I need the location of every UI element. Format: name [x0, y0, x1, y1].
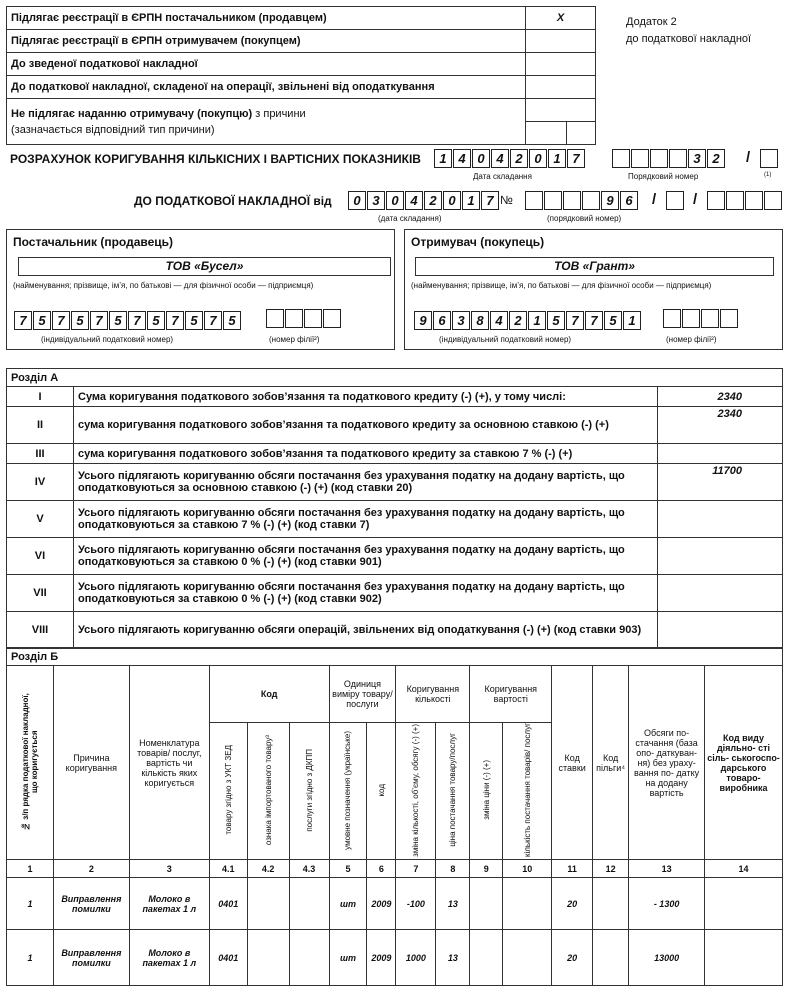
appendix-line2: до податкової накладної — [626, 33, 752, 45]
cell-reason[interactable]: Виправлення помилки — [53, 878, 129, 930]
cell-cost-change[interactable] — [470, 878, 503, 930]
cell-benefit[interactable] — [593, 930, 629, 986]
col-number: 10 — [503, 860, 552, 878]
invoice-date-boxes[interactable] — [348, 191, 500, 210]
invoice-title: ДО ПОДАТКОВОЇ НАКЛАДНОЇ від — [134, 194, 332, 208]
section-a-row — [7, 538, 783, 575]
slash-separator: / — [652, 191, 657, 208]
digit-box: 1 — [623, 311, 641, 330]
reg-mark[interactable] — [526, 76, 596, 99]
reg-row-buyer — [7, 30, 596, 53]
row-value[interactable]: 2340 — [658, 387, 783, 407]
no-issue-note: (зазначається відповідний тип причини) — [11, 123, 215, 136]
header-nomenclature: Номенклатура товарів/ послуг, вартість чи кількість яких коригується — [129, 666, 209, 860]
header-unit-code: код — [367, 723, 396, 860]
cell-nomenclature[interactable]: Молоко в пакетах 1 л — [129, 930, 209, 986]
cell-rate[interactable]: 20 — [552, 930, 593, 986]
col-number: 5 — [329, 860, 367, 878]
invoice-number-boxes[interactable] — [525, 191, 639, 210]
invoice-extra-boxes[interactable] — [707, 191, 783, 210]
section-b-title: Розділ Б — [7, 648, 783, 666]
row-description: сума коригування податкового зобов’язання та податкового кредиту за основною ставкою (-) (+) — [74, 407, 658, 444]
header-code: Код — [209, 666, 329, 723]
calc-date-caption: Дата складання — [473, 172, 532, 181]
section-a-title-row — [7, 369, 783, 387]
column-numbers-row — [7, 860, 783, 878]
cell-cost-qty[interactable] — [503, 930, 552, 986]
section-a-row — [7, 501, 783, 538]
cell-uktzed[interactable]: 0401 — [209, 930, 247, 986]
invoice-no-sign: № — [500, 193, 513, 207]
cell-qty-change[interactable]: 1000 — [396, 930, 436, 986]
section-a-title: Розділ А — [7, 369, 783, 387]
col-number: 4.1 — [209, 860, 247, 878]
seller-name[interactable]: ТОВ «Бусел» — [18, 257, 391, 276]
digit-box: 8 — [471, 311, 489, 330]
header-qty-change: зміна кількості, об’єму, обсягу (-) (+) — [396, 723, 436, 860]
digit-box: 5 — [185, 311, 203, 330]
section-b-table — [6, 647, 783, 986]
cell-activity[interactable] — [705, 878, 783, 930]
header-benefit: Код пільги⁴ — [593, 666, 629, 860]
cell-nomenclature[interactable]: Молоко в пакетах 1 л — [129, 878, 209, 930]
section-a-row — [7, 444, 783, 464]
col-number: 4.2 — [247, 860, 289, 878]
cell-uktzed[interactable]: 0401 — [209, 878, 247, 930]
digit-box: 0 — [348, 191, 366, 210]
calc-order-suffix-box[interactable] — [760, 149, 779, 168]
cell-reason[interactable]: Виправлення помилки — [53, 930, 129, 986]
row-number: VI — [7, 538, 74, 575]
seller-branch-caption: (номер філії²) — [269, 335, 320, 344]
cell-unit[interactable]: шт — [329, 930, 367, 986]
digit-box: 6 — [433, 311, 451, 330]
cell-qty-change[interactable]: -100 — [396, 878, 436, 930]
no-issue-suffix: з причини — [252, 107, 306, 120]
no-issue-cell — [7, 99, 526, 145]
row-description: Усього підлягають коригуванню обсяги постачання без урахування податку на додану вартість, що оподатковуються за основною ставкою (-) (+) (код ставки 20) — [74, 464, 658, 501]
row-number: V — [7, 501, 74, 538]
digit-box — [525, 191, 543, 210]
col-number: 1 — [7, 860, 54, 878]
digit-box: 1 — [462, 191, 480, 210]
seller-tax-caption: (індивідуальний податковий номер) — [41, 335, 174, 344]
digit-box: 1 — [548, 149, 566, 168]
digit-box: 9 — [414, 311, 432, 330]
digit-box — [582, 191, 600, 210]
section-a-row — [7, 612, 783, 649]
row-description: сума коригування податкового зобов’язання та податкового кредиту за ставкою 7 % (-) (+) — [74, 444, 658, 464]
row-number: II — [7, 407, 74, 444]
section-a-row — [7, 407, 783, 444]
section-b-title-row — [7, 648, 783, 666]
header-cost-change: зміна ціни (-) (+) — [470, 723, 503, 860]
row-number: III — [7, 444, 74, 464]
seller-panel — [6, 229, 395, 350]
header-qty: Коригування кількості — [396, 666, 470, 723]
header-unit: Одиниця виміру товару/ послуги — [329, 666, 396, 723]
slash-separator: / — [746, 149, 751, 166]
section-b-header-row — [7, 666, 783, 723]
digit-box: 7 — [90, 311, 108, 330]
header-qty-price: ціна постачання товару/послуг — [436, 723, 470, 860]
col-number: 12 — [593, 860, 629, 878]
reg-row-exempt — [7, 76, 596, 99]
row-value[interactable] — [658, 612, 783, 649]
digit-box: 4 — [490, 311, 508, 330]
invoice-number-caption: (порядковий номер) — [547, 214, 622, 223]
digit-box: 7 — [128, 311, 146, 330]
cell-volume[interactable]: 13000 — [629, 930, 705, 986]
digit-box: 6 — [620, 191, 638, 210]
header-unit-name: умовне позначення (українське) — [329, 723, 367, 860]
reg-label: До податкової накладної, складеної на операції, звільнені від оподаткування — [7, 76, 526, 99]
section-a-row — [7, 464, 783, 501]
row-description: Усього підлягають коригуванню обсяги постачання без урахування податку на додану вартість, що оподатковуються за ставкою 7 % (-) (+) (код ставки 7) — [74, 501, 658, 538]
buyer-name-caption: (найменування; прізвище, ім’я, по батькові — для фізичної особи — підприємця) — [411, 281, 712, 290]
digit-box: 4 — [453, 149, 471, 168]
col-number: 7 — [396, 860, 436, 878]
digit-box: 2 — [707, 149, 725, 168]
header-row-num: № з/п рядка податкової накладної, що коригується — [7, 666, 54, 860]
col-number: 8 — [436, 860, 470, 878]
digit-box: 5 — [223, 311, 241, 330]
buyer-heading: Отримувач (покупець) — [411, 235, 545, 249]
digit-box — [612, 149, 630, 168]
col-number: 6 — [367, 860, 396, 878]
calc-order-boxes[interactable] — [612, 149, 726, 168]
digit-box: 7 — [166, 311, 184, 330]
digit-box: 2 — [424, 191, 442, 210]
cell-import[interactable] — [247, 930, 289, 986]
cell-row-num[interactable]: 1 — [7, 930, 54, 986]
cell-unit-code[interactable]: 2009 — [367, 930, 396, 986]
seller-name-caption: (найменування; прізвище, ім’я, по батькові — для фізичної особи — підприємця) — [13, 281, 314, 290]
calc-footnote: (1) — [764, 172, 772, 178]
col-number: 14 — [705, 860, 783, 878]
row-description: Усього підлягають коригуванню обсяги постачання без урахування податку на додану вартість, що оподатковуються за ставкою 0 % (-) (+) (код ставки 901) — [74, 538, 658, 575]
section-a-row — [7, 387, 783, 407]
row-description: Усього підлягають коригуванню обсяги постачання без урахування податку на додану вартість, що оподатковуються за ставкою 0 % (-) (+) (код ставки 902) — [74, 575, 658, 612]
digit-box — [631, 149, 649, 168]
col-number: 9 — [470, 860, 503, 878]
calc-title: РОЗРАХУНОК КОРИГУВАННЯ КІЛЬКІСНИХ І ВАРТІСНИХ ПОКАЗНИКІВ — [10, 152, 421, 166]
digit-box: 5 — [109, 311, 127, 330]
digit-box: 7 — [14, 311, 32, 330]
reg-mark[interactable] — [526, 30, 596, 53]
col-number: 4.3 — [289, 860, 329, 878]
digit-box: 4 — [491, 149, 509, 168]
cell-qty-price[interactable]: 13 — [436, 878, 470, 930]
digit-box: 5 — [547, 311, 565, 330]
digit-box: 7 — [481, 191, 499, 210]
header-code-uktzed: товару згідно з УКТ ЗЕД — [209, 723, 247, 860]
cell-qty-price[interactable]: 13 — [436, 930, 470, 986]
row-value[interactable] — [658, 444, 783, 464]
digit-box: 0 — [443, 191, 461, 210]
digit-box: 1 — [528, 311, 546, 330]
header-volume: Обсяги по- стачання (база опо- даткуван- ня) без ураху- вання по- датку на додану вартість — [629, 666, 705, 860]
cell-import[interactable] — [247, 878, 289, 930]
reg-mark[interactable] — [526, 53, 596, 76]
reg-row-no-issue — [7, 99, 596, 145]
table-row — [7, 930, 783, 986]
digit-box: 3 — [367, 191, 385, 210]
header-code-dkpp: послуги згідно з ДКПП — [289, 723, 329, 860]
header-activity: Код виду діяльно- сті сіль- ськогоспо- дарського товаро- виробника — [705, 666, 783, 860]
digit-box — [650, 149, 668, 168]
seller-heading: Постачальник (продавець) — [13, 235, 174, 249]
cell-row-num[interactable]: 1 — [7, 878, 54, 930]
cell-volume[interactable]: - 1300 — [629, 878, 705, 930]
table-row — [7, 878, 783, 930]
reg-label: До зведеної податкової накладної — [7, 53, 526, 76]
reg-label: Підлягає реєстрації в ЄРПН постачальником (продавцем) — [7, 7, 526, 30]
digit-box: 3 — [688, 149, 706, 168]
slash-separator: / — [693, 191, 698, 208]
cell-cost-change[interactable] — [470, 930, 503, 986]
digit-box — [544, 191, 562, 210]
reg-mark[interactable]: X — [526, 7, 596, 30]
buyer-panel — [404, 229, 783, 350]
header-cost-qty: кількість постачання товарів/ послуг — [503, 723, 552, 860]
reg-row-consolidated — [7, 53, 596, 76]
digit-box: 7 — [585, 311, 603, 330]
buyer-name[interactable]: ТОВ «Грант» — [415, 257, 774, 276]
section-a-row — [7, 575, 783, 612]
digit-box: 2 — [509, 311, 527, 330]
digit-box: 3 — [452, 311, 470, 330]
seller-tax-boxes[interactable] — [14, 311, 242, 330]
buyer-tax-boxes[interactable] — [414, 311, 642, 330]
row-value[interactable]: 11700 — [658, 464, 783, 501]
invoice-date-caption: (дата складання) — [378, 214, 442, 223]
digit-box: 5 — [33, 311, 51, 330]
digit-box: 5 — [71, 311, 89, 330]
digit-box: 7 — [566, 311, 584, 330]
no-issue-reason-cell[interactable] — [526, 99, 596, 145]
cell-cost-qty[interactable] — [503, 878, 552, 930]
col-number: 13 — [629, 860, 705, 878]
cell-dkpp[interactable] — [289, 930, 329, 986]
section-a-table — [6, 368, 783, 649]
digit-box: 2 — [510, 149, 528, 168]
digit-box — [563, 191, 581, 210]
digit-box: 5 — [147, 311, 165, 330]
row-number: VII — [7, 575, 74, 612]
cell-benefit[interactable] — [593, 878, 629, 930]
registration-table — [6, 6, 596, 145]
row-number: VIII — [7, 612, 74, 649]
digit-box: 0 — [529, 149, 547, 168]
cell-dkpp[interactable] — [289, 878, 329, 930]
calc-date-boxes[interactable] — [434, 149, 586, 168]
col-number: 11 — [552, 860, 593, 878]
cell-rate[interactable]: 20 — [552, 878, 593, 930]
digit-box: 7 — [52, 311, 70, 330]
no-issue-label: Не підлягає наданню отримувачу (покупцю) — [11, 107, 253, 120]
digit-box: 7 — [567, 149, 585, 168]
row-number: I — [7, 387, 74, 407]
header-cost: Коригування вартості — [470, 666, 552, 723]
col-number: 2 — [53, 860, 129, 878]
buyer-branch-boxes[interactable] — [663, 309, 739, 328]
digit-box: 4 — [405, 191, 423, 210]
cell-unit-code[interactable]: 2009 — [367, 878, 396, 930]
row-value[interactable] — [658, 501, 783, 538]
cell-activity[interactable] — [705, 930, 783, 986]
digit-box: 9 — [601, 191, 619, 210]
digit-box: 7 — [204, 311, 222, 330]
digit-box: 0 — [386, 191, 404, 210]
reg-label: Підлягає реєстрації в ЄРПН отримувачем (покупцем) — [7, 30, 526, 53]
digit-box — [669, 149, 687, 168]
calc-order-caption: Порядковий номер — [628, 172, 699, 181]
digit-box: 1 — [434, 149, 452, 168]
appendix-note — [626, 14, 751, 48]
row-value[interactable] — [658, 538, 783, 575]
row-description: Усього підлягають коригуванню обсяги операцій, звільнених від оподаткування (-) (+) (код ставки 903) — [74, 612, 658, 649]
seller-branch-boxes[interactable] — [266, 309, 342, 328]
appendix-line1: Додаток 2 — [626, 16, 677, 28]
digit-box: 5 — [604, 311, 622, 330]
digit-box: 0 — [472, 149, 490, 168]
buyer-tax-caption: (індивідуальний податковий номер) — [439, 335, 572, 344]
reg-row-supplier — [7, 7, 596, 30]
row-value[interactable]: 2340 — [658, 407, 783, 444]
row-number: IV — [7, 464, 74, 501]
row-description: Сума коригування податкового зобов’язання та податкового кредиту (-) (+), у тому числі: — [74, 387, 658, 407]
cell-unit[interactable]: шт — [329, 878, 367, 930]
invoice-branch-box[interactable] — [666, 191, 685, 210]
row-value[interactable] — [658, 575, 783, 612]
col-number: 3 — [129, 860, 209, 878]
header-reason: Причина коригування — [53, 666, 129, 860]
buyer-branch-caption: (номер філії²) — [666, 335, 717, 344]
header-code-import: ознака імпортованого товару³ — [247, 723, 289, 860]
header-rate: Код ставки — [552, 666, 593, 860]
